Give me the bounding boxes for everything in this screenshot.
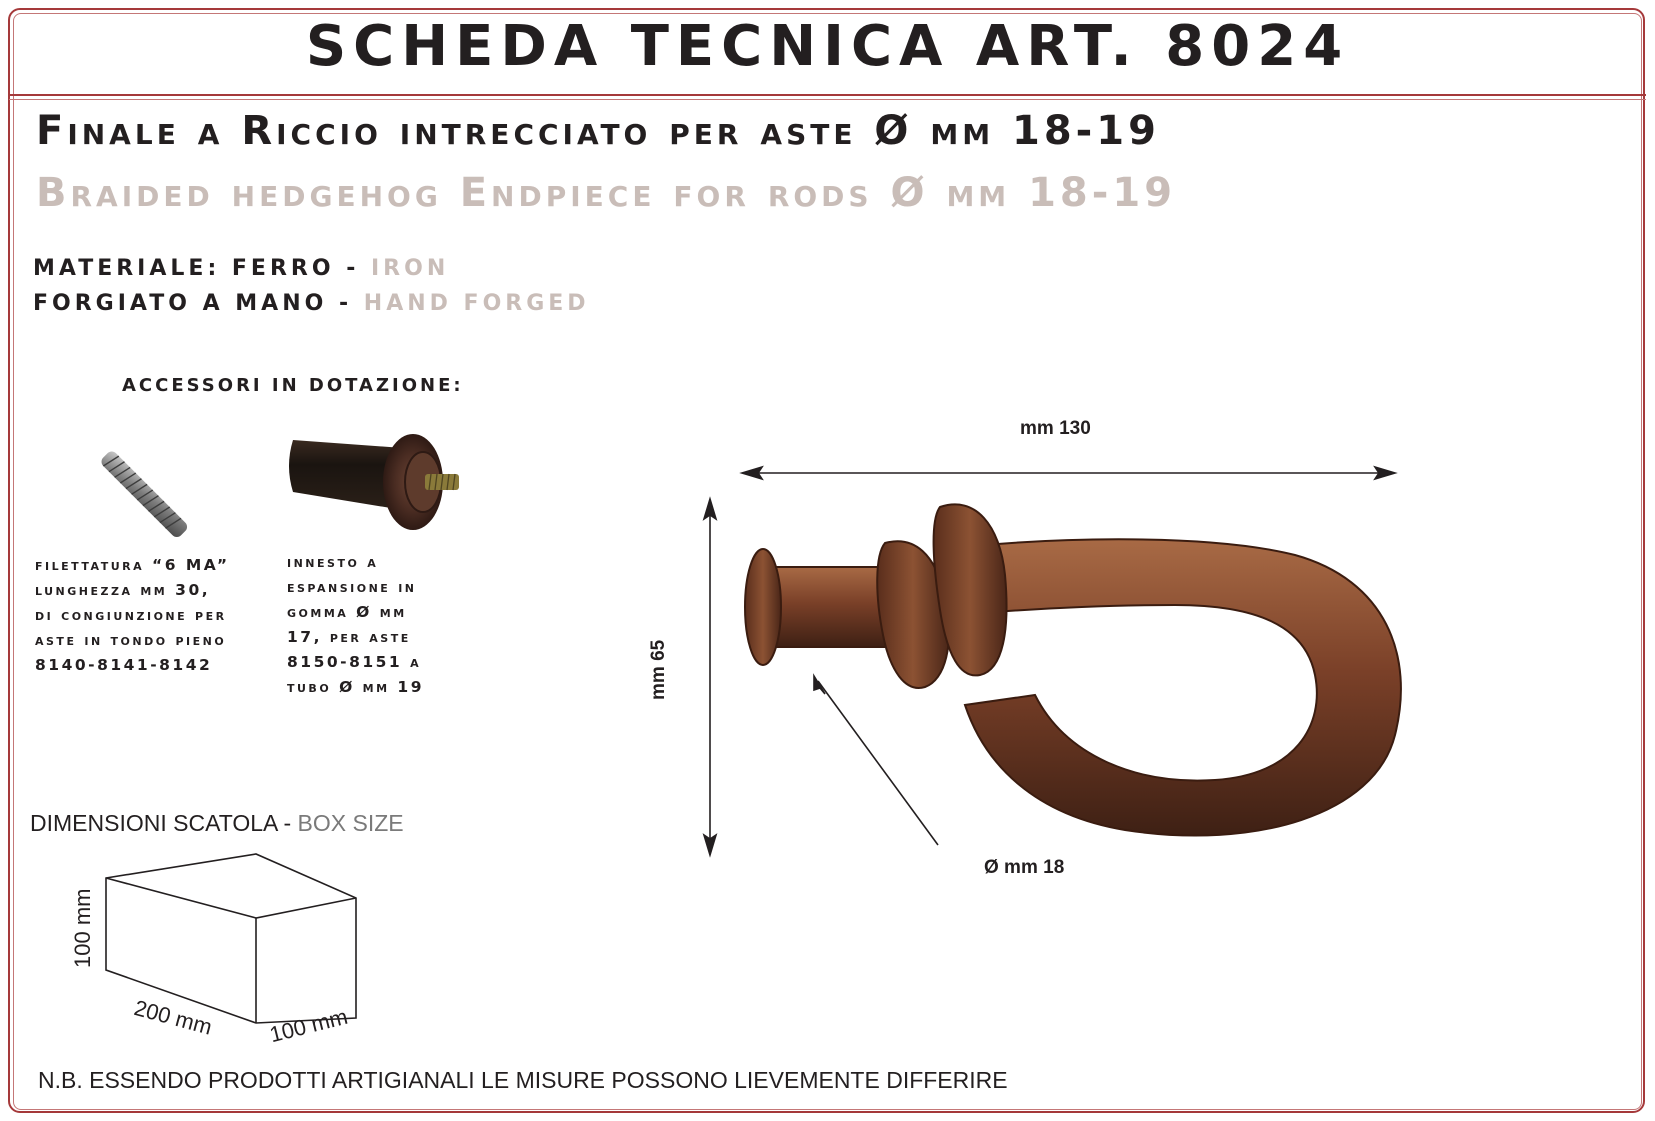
disclaimer-note: N.B. ESSENDO PRODOTTI ARTIGIANALI LE MISURE POSSONO LIEVEMENTE DIFFERIRE [38,1067,1008,1093]
product-title-it: Finale a Riccio intrecciato per aste Ø mm 18-19 [36,108,1160,154]
caption-line: 17, per aste [287,628,411,646]
caption-line: espansione in [287,578,417,596]
width-dimension-label: mm 130 [1020,418,1091,439]
product-title-en: Braided hedgehog Endpiece for rods Ø mm 18-19 [36,170,1177,216]
caption-line: 8140-8141-8142 [35,656,213,674]
caption-line: 8150-8151 a [287,653,422,671]
box-size-title-it: DIMENSIONI SCATOLA - [30,810,298,836]
caption-line: lunghezza mm 30, [35,581,211,599]
height-dimension-label: mm 65 [648,639,669,700]
box-depth-label: 100 mm [267,1003,351,1048]
material-label: MATERIALE: FERRO - [33,256,371,281]
forging-label: FORGIATO A MANO - [33,291,364,316]
caption-line: aste in tondo pieno [35,631,227,649]
accessories-heading: ACCESSORI IN DOTAZIONE: [122,375,464,396]
diameter-label: Ø mm 18 [984,857,1065,878]
page-title: SCHEDA TECNICA ART. 8024 [305,14,1350,79]
box-height-label: 100 mm [70,888,95,968]
box-length-label: 200 mm [131,995,215,1040]
forging-value-en: HAND FORGED [363,291,590,316]
material-value-en: IRON [371,256,450,281]
caption-line: innesto a [287,553,379,571]
caption-line: di congiunzione per [35,606,227,624]
box-size-title-en: BOX SIZE [297,810,404,836]
caption-line: gomma Ø mm [287,603,407,621]
endpiece-illustration [735,495,1405,855]
box-size-title [30,810,404,837]
caption-line: tubo Ø mm 19 [287,678,424,696]
caption-line: filettatura “6 MA” [35,556,230,574]
